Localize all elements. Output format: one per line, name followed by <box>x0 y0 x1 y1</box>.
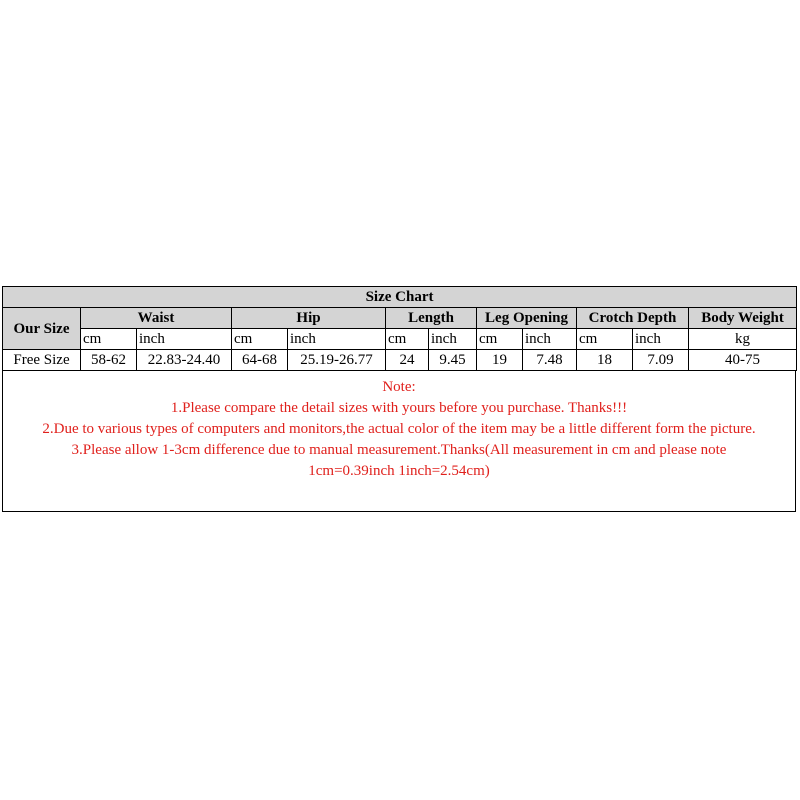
length-header: Length <box>386 308 477 329</box>
size-chart <box>2 286 796 512</box>
unit-cell: inch <box>288 329 386 350</box>
note-line: 1cm=0.39inch 1inch=2.54cm) <box>308 463 490 479</box>
unit-cell: inch <box>633 329 689 350</box>
value-cell: 25.19-26.77 <box>288 350 386 371</box>
value-cell: 24 <box>386 350 429 371</box>
value-cell: 19 <box>477 350 523 371</box>
hip-header: Hip <box>232 308 386 329</box>
body-weight-header: Body Weight <box>689 308 797 329</box>
notes-box <box>2 371 796 512</box>
size-name-cell: Free Size <box>3 350 81 371</box>
unit-cell: inch <box>137 329 232 350</box>
unit-cell: cm <box>386 329 429 350</box>
unit-cell: cm <box>477 329 523 350</box>
value-cell: 58-62 <box>81 350 137 371</box>
unit-cell: cm <box>577 329 633 350</box>
table-title: Size Chart <box>3 287 797 308</box>
our-size-header: Our Size <box>3 308 81 350</box>
note-line: 1.Please compare the detail sizes with yours before you purchase. Thanks!!! <box>170 400 628 416</box>
size-chart-table <box>2 286 797 371</box>
value-cell: 7.09 <box>633 350 689 371</box>
value-cell: 7.48 <box>523 350 577 371</box>
value-cell: 22.83-24.40 <box>137 350 232 371</box>
value-cell: 9.45 <box>429 350 477 371</box>
value-cell: 64-68 <box>232 350 288 371</box>
unit-cell: inch <box>523 329 577 350</box>
leg-opening-header: Leg Opening <box>477 308 577 329</box>
unit-cell: kg <box>689 329 797 350</box>
unit-cell: cm <box>232 329 288 350</box>
note-line: 2.Due to various types of computers and monitors,the actual color of the item may be a little different form the picture. <box>42 421 756 437</box>
value-cell: 40-75 <box>689 350 797 371</box>
note-line: 3.Please allow 1-3cm difference due to manual measurement.Thanks(All measurement in cm and please note <box>71 442 727 458</box>
unit-cell: cm <box>81 329 137 350</box>
table-row <box>3 350 797 371</box>
crotch-depth-header: Crotch Depth <box>577 308 689 329</box>
value-cell: 18 <box>577 350 633 371</box>
notes-heading: Note: <box>382 379 416 395</box>
unit-cell: inch <box>429 329 477 350</box>
waist-header: Waist <box>81 308 232 329</box>
